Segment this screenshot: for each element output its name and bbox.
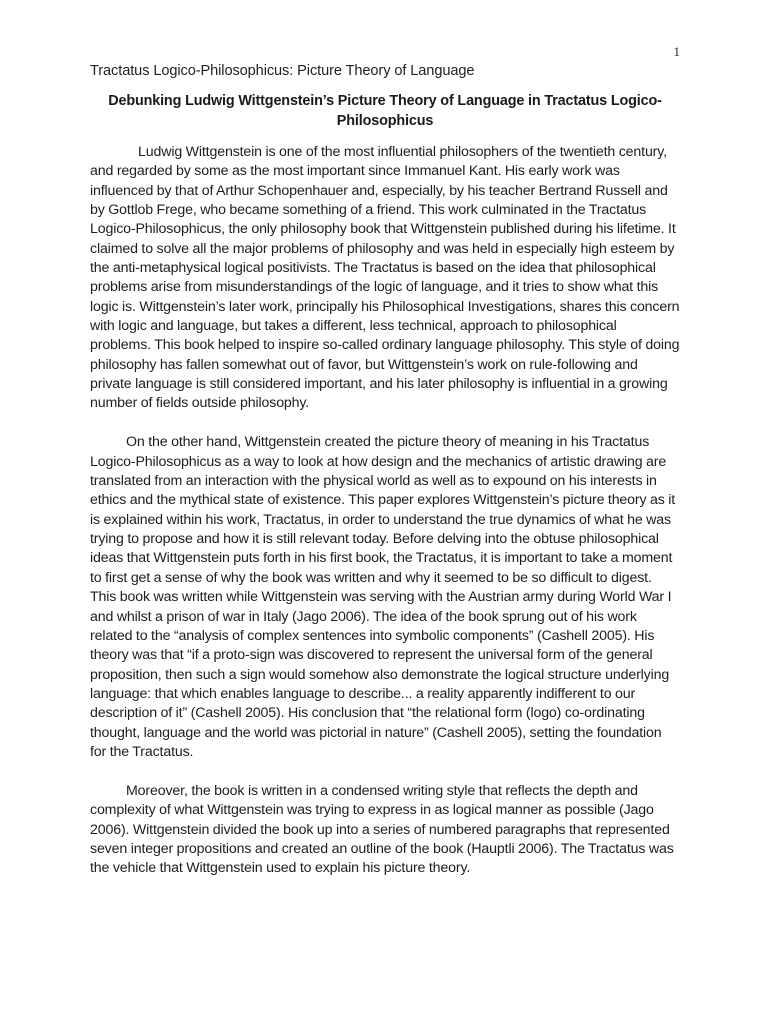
- paragraph: On the other hand, Wittgenstein created the picture theory of meaning in his Tractatus Logico-Philosophicus as a way to look at how design and the mechanics of artistic drawing are translated from an interaction with the physical world as well as to expound on his interests in ethics and the mythical state of existence. This paper explores Wittgenstein’s picture theory as it is explained within his work, Tractatus, in order to understand the true dynamics of what he was trying to propose and how it is still relevant today. Before delving into the obtuse philosophical ideas that Wittgenstein puts forth in his first book, the Tractatus, it is important to take a moment to first get a sense of why the book was written and why it seemed to be so difficult to digest. This book was written while Wittgenstein was serving with the Austrian army during World War I and whilst a prison of war in Italy (Jago 2006). The idea of the book sprung out of his work related to the “analysis of complex sentences into symbolic components” (Cashell 2005). His theory was that “if a proto-sign was discovered to represent the universal form of the general proposition, then such a sign would somehow also demonstrate the logical structure underlying language: that which enables language to describe... a reality apparently indifferent to our description of it” (Cashell 2005). His conclusion that “the relational form (logo) co-ordinating thought, language and the world was pictorial in nature” (Cashell 2005), setting the foundation for the Tractatus.: [90, 434, 676, 760]
- running-head: Tractatus Logico-Philosophicus: Picture Theory of Language: [90, 63, 475, 79]
- page-number: 1: [673, 44, 680, 59]
- body-text: [90, 143, 680, 898]
- document-title: Debunking Ludwig Wittgenstein’s Picture Theory of Language in Tractatus Logico-Philosophicus: [108, 93, 662, 129]
- paragraph: Moreover, the book is written in a condensed writing style that reflects the depth and complexity of what Wittgenstein was trying to express in as logical manner as possible (Jago 2006). Wittgenstein divided the book up into a series of numbered paragraphs that represented seven integer propositions and created an outline of the book (Hauptli 2006). The Tractatus was the vehicle that Wittgenstein used to explain his picture theory.: [90, 782, 674, 877]
- paragraph: Ludwig Wittgenstein is one of the most influential philosophers of the twentieth century, and regarded by some as the most important since Immanuel Kant. His early work was influenced by that of Arthur Schopenhauer and, especially, by his teacher Bertrand Russell and by Gottlob Frege, who became something of a friend. This work culminated in the Tractatus Logico-Philosophicus, the only philosophy book that Wittgenstein published during his lifetime. It claimed to solve all the major problems of philosophy and was held in especially high esteem by the anti-metaphysical logical positivists. The Tractatus is based on the idea that philosophical problems arise from misunderstandings of the logic of language, and it tries to show what this logic is. Wittgenstein’s later work, principally his Philosophical Investigations, shares this concern with logic and language, but takes a different, less technical, approach to philosophical problems. This book helped to inspire so-called ordinary language philosophy. This style of doing philosophy has fallen somewhat out of favor, but Wittgenstein’s work on rule-following and private language is still considered important, and his later philosophy is influential in a growing number of fields outside philosophy.: [90, 144, 680, 412]
